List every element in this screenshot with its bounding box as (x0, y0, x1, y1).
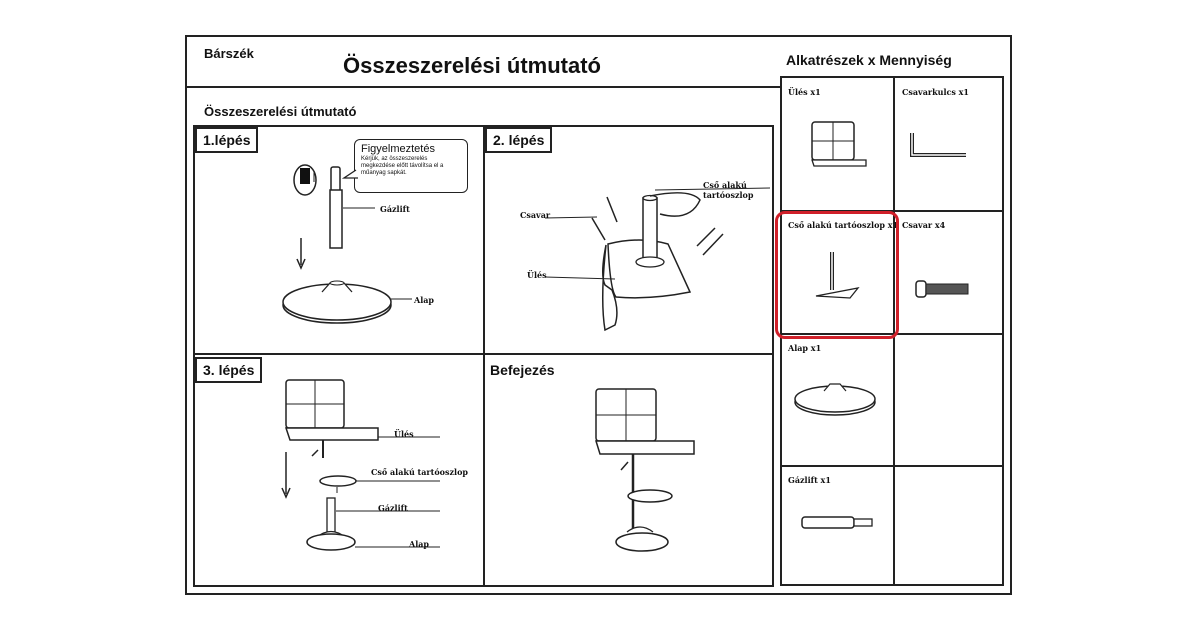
part-wrench-label: Csavarkulcs x1 (902, 87, 969, 97)
part-gaslift-label: Gázlift x1 (788, 475, 831, 485)
step-3-base-label: Alap (409, 539, 430, 549)
step-3-tag: 3. lépés (195, 357, 262, 383)
part-base-label: Alap x1 (788, 343, 822, 353)
part-tube-label: Cső alakú tartóoszlop x1 (788, 220, 899, 230)
part-screw-label: Csavar x4 (902, 220, 946, 230)
part-seat-icon (812, 122, 866, 166)
part-wrench-icon (912, 133, 966, 155)
part-gaslift-icon (802, 517, 872, 528)
step-3-seat-label: Ülés (394, 429, 414, 439)
part-base-icon (795, 384, 875, 415)
warning-title: Figyelmeztetés (361, 143, 435, 155)
part-seat-label: Ülés x1 (788, 87, 821, 97)
step-1-gaslift-label: Gázlift (380, 204, 410, 214)
step-1-tag: 1.lépés (195, 127, 258, 153)
page-title: Összeszerelési útmutató (343, 53, 601, 78)
parts-title: Alkatrészek x Mennyiség (786, 52, 952, 68)
warning-text: Kérjük, az összeszerelés megkezdése előtt távolítsa el a műanyag sapkát. (361, 156, 444, 176)
highlight-frame (775, 211, 899, 339)
step-1-base-label: Alap (414, 295, 435, 305)
product-name: Bárszék (204, 46, 254, 61)
step-2-seat-label: Ülés (527, 270, 547, 280)
step-3-tube-label: Cső alakú tartóoszlop (371, 467, 469, 477)
step-2-tube-label: Cső alakú tartóoszlop (703, 180, 754, 200)
step-2-tag: 2. lépés (485, 127, 552, 153)
step-4-tag: Befejezés (490, 362, 555, 378)
step-2-screw-label: Csavar (520, 210, 551, 220)
part-screw-icon (916, 281, 968, 297)
step-3-gaslift-label: Gázlift (378, 503, 408, 513)
section-subtitle: Összeszerelési útmutató (204, 104, 357, 119)
